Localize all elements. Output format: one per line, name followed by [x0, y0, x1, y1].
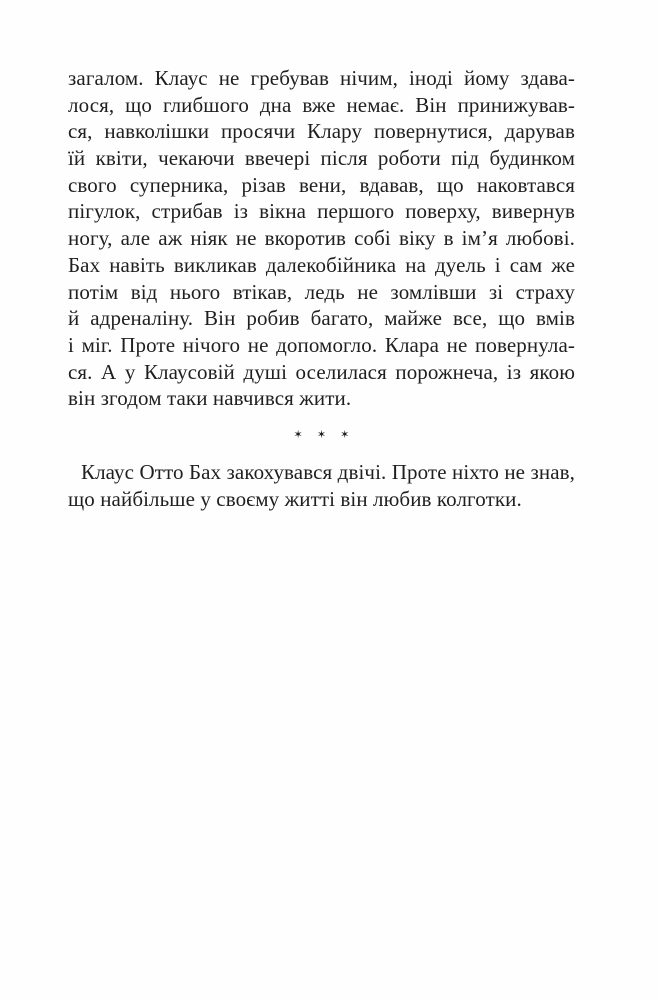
text-line: лося, що глибшого дна вже немає. Він принижував-: [68, 92, 575, 117]
text-line: він згодом таки навчився жити.: [68, 386, 352, 411]
closing-paragraph: [68, 459, 575, 512]
text-line: що найбільше у своєму житті він любив колготки.: [68, 486, 522, 511]
text-line: і міг. Проте нічого не допомогло. Клара не повернула-: [68, 332, 575, 357]
text-line: їй квіти, чекаючи ввечері після роботи під будинком: [68, 146, 575, 171]
text-line: свого суперника, різав вени, вдавав, що наковтався: [68, 172, 575, 197]
text-line: потім від нього втікав, ледь не зомлівши зі страху: [68, 279, 575, 304]
text-line: ся, навколішки просячи Клару повернутися, дарував: [68, 119, 575, 144]
paragraph-continuation: [68, 65, 575, 412]
star-icon: ✶: [340, 427, 350, 441]
section-separator: [68, 421, 575, 448]
text-line: пігулок, стрибав із вікна першого поверху, вивернув: [68, 199, 575, 224]
text-line: загалом. Клаус не гребував нічим, іноді йому здава-: [68, 66, 575, 90]
text-block: [68, 65, 575, 512]
text-line: й адреналіну. Він робив багато, майже все, що вмів: [68, 306, 575, 331]
text-line: Бах навіть викликав далекобійника на дуель і сам же: [68, 252, 575, 277]
text-line: ногу, але аж ніяк не вкоротив собі віку в ім’я любові.: [68, 226, 575, 251]
star-icon: ✶: [293, 427, 303, 441]
text-line: ся. А у Клаусовій душі оселилася порожнеча, із якою: [68, 359, 575, 384]
text-line: Клаус Отто Бах закохувався двічі. Проте ніхто не знав,: [81, 459, 575, 484]
star-icon: ✶: [316, 427, 327, 441]
